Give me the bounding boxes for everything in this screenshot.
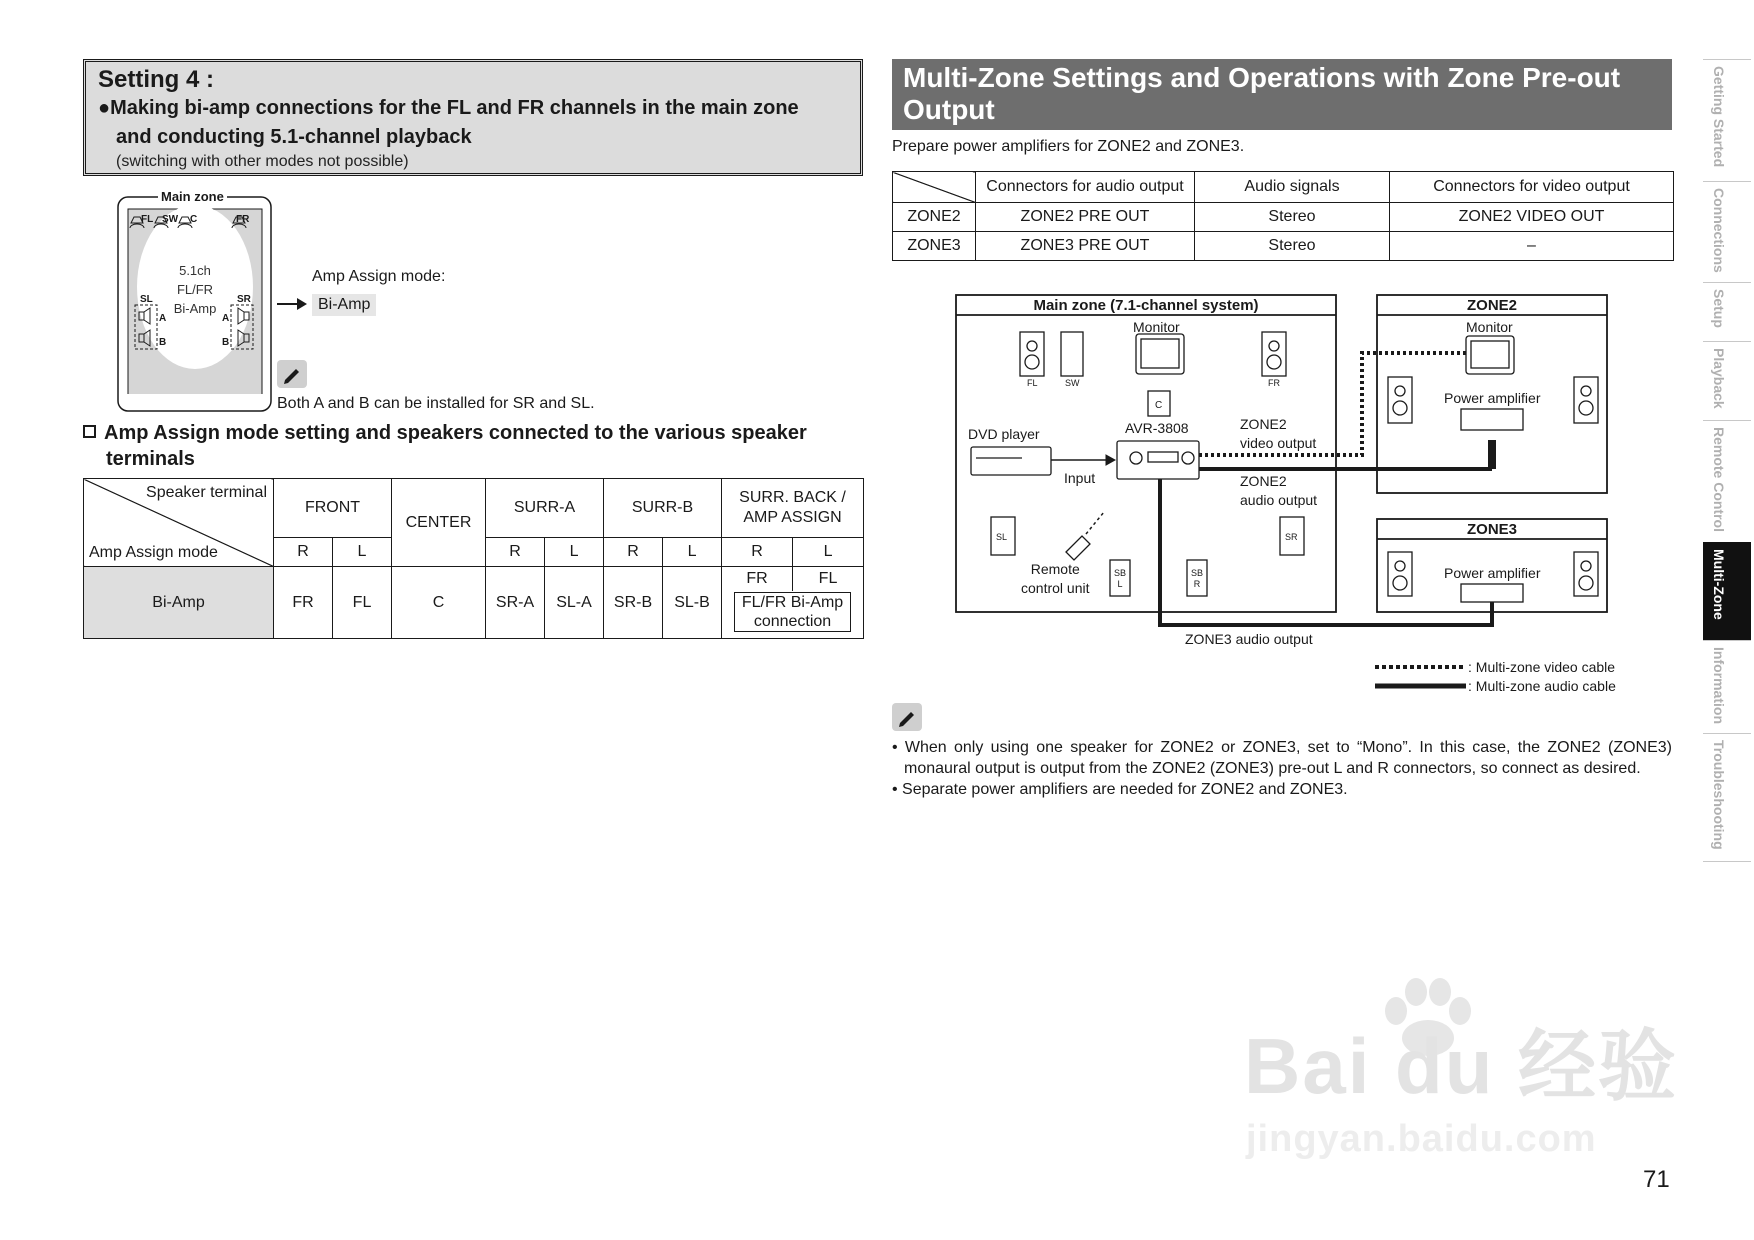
tab-getting-started[interactable]: Getting Started: [1703, 59, 1751, 181]
legend-audio-cable: : Multi-zone audio cable: [1468, 678, 1616, 694]
diagram-remote-control: Remote control unit: [1021, 561, 1090, 596]
diagram-spk-c: C: [1155, 400, 1163, 411]
speaker-label-sl-b: B: [159, 337, 167, 348]
cell-surr-b-l: SL-B: [663, 567, 722, 639]
sub-surr-b-l: L: [663, 537, 722, 566]
tab-troubleshooting[interactable]: Troubleshooting: [1703, 733, 1751, 862]
note-item: • Separate power amplifiers are needed for ZONE2 and ZONE3.: [892, 781, 1348, 798]
multizone-title: Multi-Zone Settings and Operations with Zone Pre-out Output: [892, 59, 1672, 130]
side-tabs: [1703, 59, 1751, 862]
sub-front-l: L: [333, 537, 392, 566]
speaker-label-sl-a: A: [159, 313, 167, 324]
col-surr-a: SURR-A: [486, 479, 604, 538]
cell-front-r: FR: [274, 567, 333, 639]
sub-surr-a-r: R: [486, 537, 545, 566]
diagram-spk-fl: FL: [1027, 378, 1038, 388]
diagram-power-amp-zone3: Power amplifier: [1444, 565, 1541, 581]
col-surr-back: SURR. BACK / AMP ASSIGN: [722, 479, 864, 538]
diagram-main-zone-title: Main zone (7.1-channel system): [1033, 297, 1259, 314]
table-corner-cell: Speaker terminal Amp Assign mode: [84, 479, 274, 567]
setting-line2: and conducting 5.1-channel playback: [116, 126, 472, 148]
main-zone-mode-text: 5.1ch FL/FR Bi-Amp: [173, 263, 217, 316]
setting-line1: Making bi-amp connections for the FL and FR channels in the main zone: [110, 97, 799, 119]
cell-front-l: FL: [333, 567, 392, 639]
diagram-monitor: Monitor: [1133, 319, 1180, 335]
diagram-zone2-title: ZONE2: [1466, 297, 1517, 314]
note-ab-speakers: Both A and B can be installed for SR and SL.: [277, 395, 595, 412]
note-item: • When only using one speaker for ZONE2 or ZONE3, set to “Mono”. In this case, the ZONE2 (ZONE3) monaural output is output from the ZONE2 (ZONE3) pre-out L and R connectors, so connect as desired.: [892, 739, 1672, 777]
amp-assign-value: Bi-Amp: [312, 294, 376, 316]
cell-surr-a-l: SL-A: [545, 567, 604, 639]
main-zone-title: Main zone: [158, 189, 227, 204]
diagram-spk-fr: FR: [1268, 378, 1280, 388]
diagram-spk-sl: SL: [996, 532, 1008, 542]
table-row: ZONE2 ZONE2 PRE OUT Stereo ZONE2 VIDEO OUT: [893, 203, 1674, 232]
zone-header-signals: Audio signals: [1195, 172, 1390, 203]
diagram-zone2-monitor: Monitor: [1466, 319, 1513, 335]
setting-note: (switching with other modes not possible): [116, 153, 409, 170]
table-row: ZONE3 ZONE3 PRE OUT Stereo –: [893, 232, 1674, 261]
diagram-zone2-audio-output: ZONE2 audio output: [1240, 473, 1318, 508]
cell-sb-r: FR: [722, 567, 793, 591]
sub-front-r: R: [274, 537, 333, 566]
zone-header-video: Connectors for video output: [1390, 172, 1674, 203]
tab-connections[interactable]: Connections: [1703, 181, 1751, 282]
amp-assign-label: Amp Assign mode:: [312, 268, 446, 285]
speaker-label-c: C: [190, 214, 198, 225]
tab-multi-zone[interactable]: Multi-Zone: [1703, 542, 1751, 640]
tab-information[interactable]: Information: [1703, 640, 1751, 733]
row-mode-bi-amp: Bi-Amp: [84, 567, 274, 639]
legend-video-cable: : Multi-zone video cable: [1468, 659, 1616, 675]
diagram-zone2-video-output: ZONE2 video output: [1240, 416, 1317, 451]
bullet-icon: ●: [98, 97, 111, 119]
sub-surr-b-r: R: [604, 537, 663, 566]
col-surr-b: SURR-B: [604, 479, 722, 538]
diagram-zone3-audio-output: ZONE3 audio output: [1185, 631, 1313, 647]
diagram-input: Input: [1064, 470, 1096, 486]
speaker-label-sl: SL: [140, 294, 153, 305]
setting-title: Setting 4 :: [98, 66, 215, 93]
speaker-label-sr: SR: [237, 294, 251, 305]
cell-center: C: [392, 567, 486, 639]
diagram-spk-sr: SR: [1285, 532, 1298, 542]
amp-assign-heading: Amp Assign mode setting and speakers connected to the various speaker terminals: [83, 420, 863, 472]
tab-remote-control[interactable]: Remote Control: [1703, 420, 1751, 542]
diagram-zone3-title: ZONE3: [1466, 521, 1517, 538]
tab-playback[interactable]: Playback: [1703, 341, 1751, 420]
diagram-spk-sbr: SB R: [1190, 568, 1203, 589]
tab-setup[interactable]: Setup: [1703, 282, 1751, 341]
speaker-label-sr-a: A: [222, 313, 230, 324]
note-pencil-icon: [892, 703, 922, 731]
speaker-label-sw: SW: [162, 214, 179, 225]
watermark-url: jingyan.baidu.com: [1246, 1118, 1597, 1160]
speaker-label-sr-b: B: [222, 337, 230, 348]
diagram-spk-sbl: SB L: [1113, 568, 1126, 589]
multizone-intro: Prepare power amplifiers for ZONE2 and ZONE3.: [892, 138, 1245, 155]
zone-header-audio: Connectors for audio output: [976, 172, 1195, 203]
diagram-dvd-player: DVD player: [968, 426, 1040, 442]
diagram-receiver: AVR-3808: [1125, 420, 1189, 436]
sub-sb-l: L: [793, 537, 864, 566]
sub-sb-r: R: [722, 537, 793, 566]
cell-sb-l: FL: [793, 567, 864, 591]
speaker-label-fr: FR: [236, 214, 250, 225]
cell-surr-a-r: SR-A: [486, 567, 545, 639]
col-center: CENTER: [392, 479, 486, 567]
col-front: FRONT: [274, 479, 392, 538]
diagram-spk-sw: SW: [1065, 378, 1080, 388]
sub-surr-a-l: L: [545, 537, 604, 566]
diagram-power-amp-zone2: Power amplifier: [1444, 390, 1541, 406]
multizone-notes: [892, 737, 1672, 800]
cell-surr-b-r: SR-B: [604, 567, 663, 639]
speaker-label-fl: FL: [141, 214, 154, 225]
page-number: 71: [1643, 1166, 1670, 1193]
cell-bi-amp-connection: FL/FR Bi-Amp connection: [722, 591, 864, 638]
watermark-brand: Bai du 经验: [1244, 1022, 1679, 1110]
